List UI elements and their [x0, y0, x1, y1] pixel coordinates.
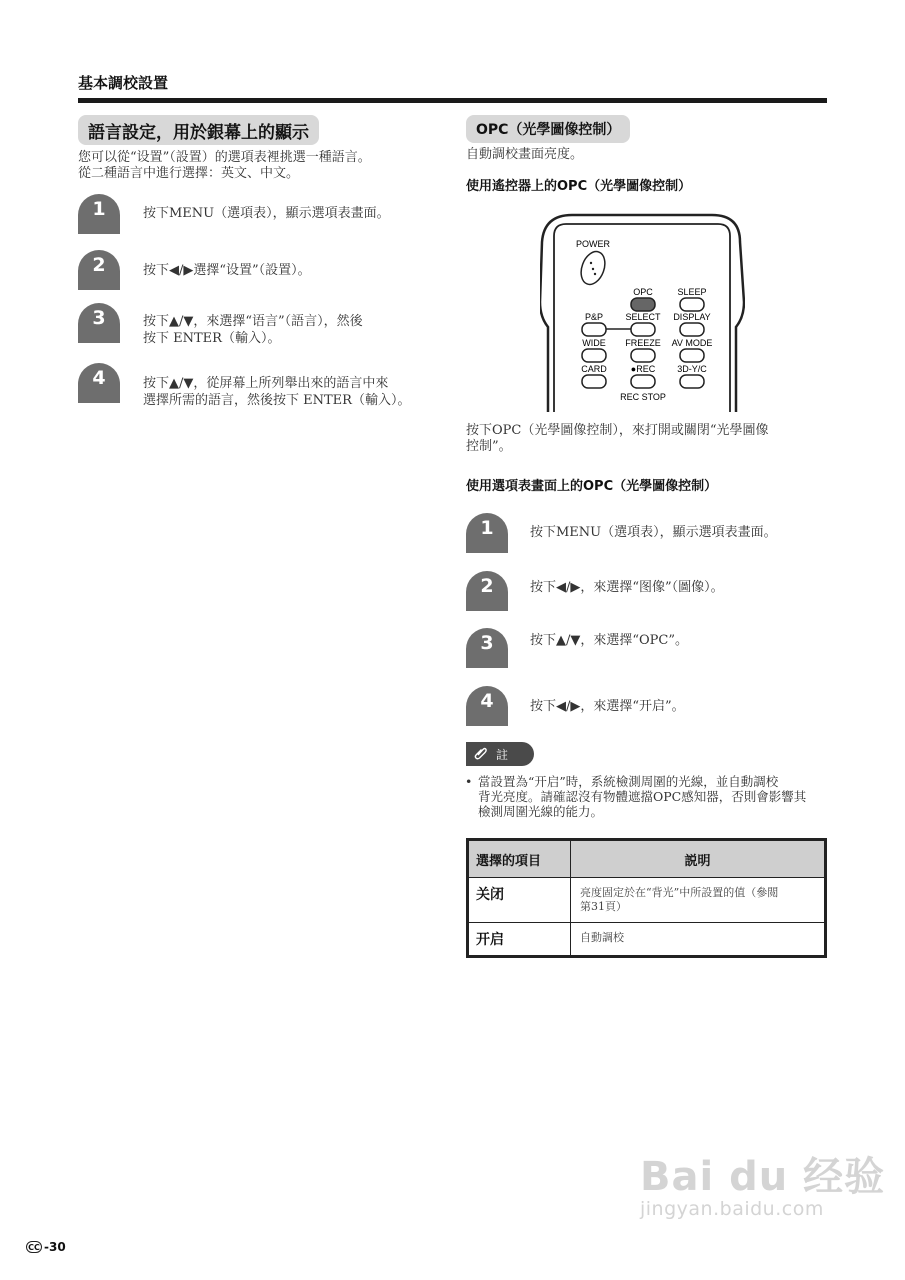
remote-opc-label: OPC: [633, 287, 653, 297]
remote-control-illustration: [540, 212, 745, 412]
bullet-icon: •: [465, 774, 473, 789]
freeze-button: [631, 349, 655, 362]
remote-heading: 使用遙控器上的OPC（光學圖像控制）: [466, 179, 692, 194]
watermark-brand: Bai du 经验: [640, 1154, 886, 1200]
table-cell-item: 开启: [468, 923, 571, 957]
select-button: [631, 323, 655, 336]
display-button: [680, 323, 704, 336]
cc-icon: CC: [26, 1241, 42, 1253]
left-step-2-number: 2: [78, 250, 120, 290]
language-intro-line1: 您可以從“设置”（設置）的選項表裡挑選一種語言。: [78, 150, 371, 165]
left-step-4-text: [143, 375, 448, 409]
remote-rec-stop-label: REC STOP: [620, 392, 666, 402]
remote-freeze-label: FREEZE: [625, 338, 661, 348]
remote-sleep-label: SLEEP: [677, 287, 707, 297]
left-step-3-number: 3: [78, 303, 120, 343]
note-line3: 檢測周圍光線的能力。: [478, 804, 604, 819]
watermark-url: jingyan.baidu.com: [640, 1198, 824, 1220]
left-step-2-text: [143, 262, 448, 279]
menu-heading: 使用選項表畫面上的OPC（光學圖像控制）: [466, 479, 718, 494]
note-tag: [466, 742, 534, 766]
table-row: [468, 923, 826, 957]
right-step-2-number: 2: [466, 571, 508, 611]
remote-caption-line2: 控制”。: [466, 439, 512, 454]
left-step-3-line1: 按下▲/▼，來選擇“语言”（語言），然後: [143, 314, 363, 329]
opc-button: [631, 298, 655, 311]
table-header-row: [468, 840, 826, 878]
power-button-dot: [592, 268, 594, 270]
right-step-3-text: 按下▲/▼，來選擇“OPC”。: [530, 633, 689, 648]
remote-display-label: DISPLAY: [673, 312, 711, 322]
remote-av-mode-label: AV MODE: [671, 338, 713, 348]
power-button-dot: [590, 262, 592, 264]
remote-card-label: CARD: [581, 364, 607, 374]
language-intro-line2: 從二種語言中進行選擇：英文、中文。: [78, 166, 300, 181]
language-intro: [78, 150, 450, 182]
header-rule: [78, 98, 827, 103]
right-step-1-number: 1: [466, 513, 508, 553]
right-step-4-number: 4: [466, 686, 508, 726]
pp-button: [582, 323, 606, 336]
left-step-3-line2: 按下 ENTER（輸入）。: [143, 331, 281, 346]
table-desc-line1: 亮度固定於在“背光”中所設置的值（參閲: [580, 886, 779, 899]
opc-options-table: [466, 838, 827, 958]
opc-heading: OPC（光學圖像控制）: [466, 115, 630, 143]
left-step-1-text: [143, 205, 448, 222]
table-desc-line1: 自動調校: [580, 931, 624, 944]
sleep-button: [680, 298, 704, 311]
remote-caption: [466, 423, 828, 455]
rec-button: [631, 375, 655, 388]
language-heading: 語言設定，用於銀幕上的顯示: [78, 115, 319, 145]
table-row: [468, 878, 826, 923]
left-step-1-line1: 按下MENU（選項表），顯示選項表畫面。: [143, 206, 390, 221]
wide-button: [582, 349, 606, 362]
table-header-description: 説明: [571, 840, 826, 878]
remote-power-label: POWER: [576, 239, 611, 249]
opc-intro: 自動調校畫面亮度。: [466, 147, 584, 162]
table-cell-description: [571, 878, 826, 923]
remote-select-label: SELECT: [625, 312, 661, 322]
table-desc-line2: 第31頁）: [580, 900, 627, 913]
note-line2: 背光亮度。請確認沒有物體遮擋OPC感知器，否則會影響其: [478, 789, 807, 804]
note-bullet: [466, 774, 828, 819]
yc-button: [680, 375, 704, 388]
card-button: [582, 375, 606, 388]
page-footer: [26, 1240, 66, 1254]
paperclip-icon: [474, 746, 488, 763]
page-number: -30: [44, 1240, 66, 1254]
right-step-3-number: 3: [466, 628, 508, 668]
left-step-4-line2: 選擇所需的語言，然後按下 ENTER（輸入）。: [143, 393, 411, 408]
right-step-4-text: 按下◀/▶，來選擇“开启”。: [530, 699, 685, 714]
note-label: 註: [496, 747, 509, 762]
power-button-dot: [594, 273, 596, 275]
remote-caption-line1: 按下OPC（光學圖像控制），來打開或關閉“光學圖像: [466, 423, 769, 438]
remote-yc-label: 3D-Y/C: [677, 364, 707, 374]
table-cell-description: [571, 923, 826, 957]
table-header-item: 選擇的項目: [468, 840, 571, 878]
right-step-2-text: 按下◀/▶，來選擇“图像”（圖像）。: [530, 580, 724, 595]
table-cell-item: 关闭: [468, 878, 571, 923]
left-step-4-line1: 按下▲/▼，從屏幕上所列舉出來的語言中來: [143, 376, 389, 391]
right-step-1-text: 按下MENU（選項表），顯示選項表畫面。: [530, 525, 777, 540]
left-step-2-line1: 按下◀/▶選擇“设置”（設置）。: [143, 263, 311, 278]
remote-pp-label: P&P: [584, 312, 604, 322]
baidu-watermark: [640, 1145, 885, 1220]
left-step-1-number: 1: [78, 194, 120, 234]
section-title: 基本調校設置: [78, 74, 169, 92]
remote-rec-label: ●REC: [630, 364, 656, 374]
note-line1: 當設置為“开启”時，系統檢測周圍的光線，並自動調校: [478, 774, 779, 789]
left-step-4-number: 4: [78, 363, 120, 403]
remote-wide-label: WIDE: [582, 338, 606, 348]
av-mode-button: [680, 349, 704, 362]
left-step-3-text: [143, 313, 448, 347]
